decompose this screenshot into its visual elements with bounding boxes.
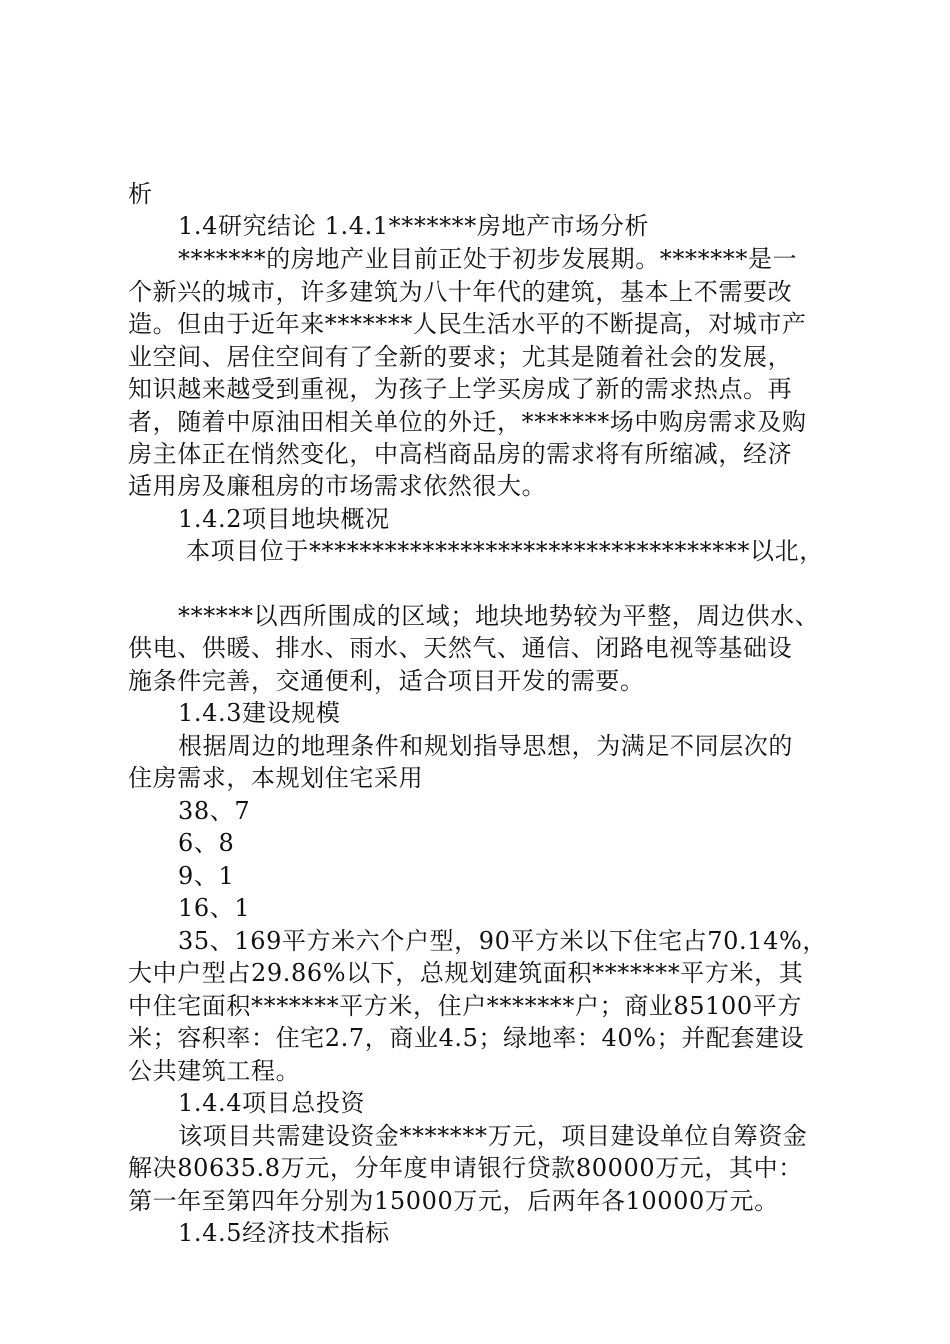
text-line: 公共建筑工程。	[128, 1057, 301, 1085]
text-line: 中住宅面积*******平方米，住户*******户；商业85100平方	[128, 992, 802, 1020]
text-line: 知识越来越受到重视，为孩子上学买房成了新的需求热点。再	[128, 375, 793, 403]
text-line: 本项目位于***********************************以北，	[186, 537, 824, 565]
section-heading-1-4-4: 1.4.4项目总投资	[178, 1089, 366, 1117]
section-heading-1-4-2: 1.4.2项目地块概况	[178, 505, 390, 533]
text-line: 房主体正在悄然变化，中高档商品房的需求将有所缩减，经济	[128, 440, 793, 468]
text-line: 供电、供暖、排水、雨水、天然气、通信、闭路电视等基础设	[128, 634, 793, 662]
list-item: 16、1	[178, 894, 251, 922]
text-line: *******的房地产业目前正处于初步发展期。*******是一	[178, 245, 798, 273]
text-line: 该项目共需建设资金*******万元，项目建设单位自筹资金	[178, 1122, 808, 1150]
text-line: 业空间、居住空间有了全新的要求；尤其是随着社会的发展，	[128, 343, 793, 371]
section-heading-1-4-5: 1.4.5经济技术指标	[178, 1219, 390, 1247]
text-line: 个新兴的城市，许多建筑为八十年代的建筑，基本上不需要改	[128, 278, 793, 306]
text-line: 35、169平方米六个户型，90平方米以下住宅占70.14%，	[178, 927, 827, 955]
section-heading-1-4-3: 1.4.3建设规模	[178, 699, 341, 727]
text-line: 根据周边的地理条件和规划指导思想，为满足不同层次的	[178, 732, 793, 760]
text-line: 住房需求，本规划住宅采用	[128, 764, 424, 792]
text-line: 造。但由于近年来*******人民生活水平的不断提高，对城市产	[128, 310, 807, 338]
text-line: 第一年至第四年分别为15000万元，后两年各10000万元。	[128, 1187, 779, 1215]
text-line: 大中户型占29.86%以下，总规划建筑面积*******平方米，其	[128, 959, 804, 987]
text-line: 适用房及廉租房的市场需求依然很大。	[128, 472, 547, 500]
list-item: 6、8	[178, 829, 235, 857]
list-item: 9、1	[178, 862, 235, 890]
text-line: 解决80635.8万元，分年度申请银行贷款80000万元，其中：	[128, 1154, 803, 1182]
text-line: 米；容积率：住宅2.7，商业4.5；绿地率：40%；并配套建设	[128, 1024, 805, 1052]
text-line: ******以西所围成的区域；地块地势较为平整，周边供水、	[178, 602, 820, 630]
list-item: 38、7	[178, 797, 251, 825]
section-heading-1-4: 1.4研究结论 1.4.1*******房地产市场分析	[178, 212, 650, 240]
text-line: 施条件完善，交通便利，适合项目开发的需要。	[128, 667, 645, 695]
text-line: 析	[128, 180, 153, 208]
text-line: 者，随着中原油田相关单位的外迁，*******场中购房需求及购	[128, 408, 807, 436]
